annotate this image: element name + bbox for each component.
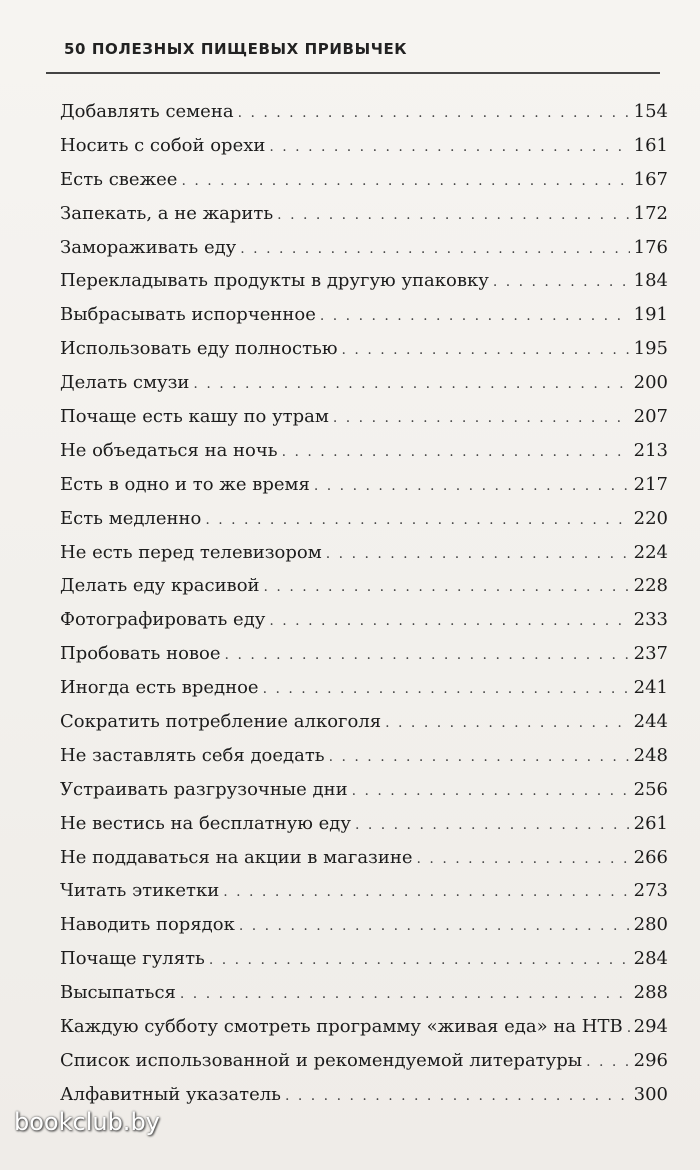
toc-entry bbox=[60, 1010, 668, 1044]
running-title: 50 ПОЛЕЗНЫХ ПИЩЕВЫХ ПРИВЫЧЕК bbox=[64, 40, 408, 58]
toc-entry-page: 284 bbox=[633, 948, 668, 970]
toc-entry bbox=[60, 1044, 668, 1078]
toc-entry-title: Замораживать еду bbox=[60, 236, 237, 258]
toc-entry bbox=[60, 163, 668, 197]
dot-leader bbox=[326, 538, 630, 572]
toc-entry bbox=[60, 637, 668, 671]
toc-entry-page: 241 bbox=[633, 677, 668, 699]
dot-leader bbox=[627, 1012, 630, 1046]
toc-entry bbox=[60, 502, 668, 536]
dot-leader bbox=[269, 605, 629, 639]
toc-entry bbox=[60, 95, 668, 129]
toc-entry-page: 207 bbox=[633, 406, 668, 428]
toc-entry bbox=[60, 332, 668, 366]
toc-entry-title: Добавлять семена bbox=[60, 101, 234, 122]
dot-leader bbox=[586, 1046, 630, 1080]
toc-entry-page: 280 bbox=[633, 914, 668, 936]
toc-entry bbox=[60, 908, 668, 942]
toc-entry-page: 273 bbox=[633, 880, 668, 902]
toc-entry-page: 261 bbox=[633, 812, 668, 834]
toc-entry-page: 217 bbox=[633, 473, 668, 495]
toc-entry-page: 266 bbox=[633, 846, 668, 868]
toc-entry-page: 161 bbox=[633, 134, 668, 156]
dot-leader bbox=[238, 97, 630, 131]
dot-leader bbox=[329, 741, 630, 775]
toc-entry bbox=[60, 976, 668, 1010]
toc-entry-title: Читать этикетки bbox=[60, 880, 220, 902]
toc-entry-page: 294 bbox=[633, 1016, 668, 1038]
toc-entry-page: 213 bbox=[633, 439, 668, 461]
toc-entry-title: Не есть перед телевизором bbox=[60, 541, 322, 563]
toc-entry bbox=[60, 197, 668, 231]
dot-leader bbox=[205, 504, 629, 538]
toc-entry-title: Делать смузи bbox=[60, 372, 190, 394]
table-of-contents bbox=[60, 95, 668, 1112]
toc-entry-page: 220 bbox=[633, 507, 668, 529]
toc-entry-title: Есть в одно и то же время bbox=[60, 473, 310, 495]
toc-entry bbox=[60, 807, 668, 841]
dot-leader bbox=[223, 876, 629, 910]
toc-entry-page: 195 bbox=[633, 338, 668, 360]
header-rule bbox=[46, 72, 660, 74]
toc-entry bbox=[60, 298, 668, 332]
dot-leader bbox=[493, 266, 630, 300]
toc-entry-title: Иногда есть вредное bbox=[60, 677, 259, 699]
toc-entry bbox=[60, 366, 668, 400]
toc-entry-page: 184 bbox=[633, 270, 668, 292]
toc-entry bbox=[60, 231, 668, 265]
toc-entry-title: Высыпаться bbox=[60, 982, 176, 1004]
dot-leader bbox=[285, 1080, 630, 1114]
toc-entry-title: Есть свежее bbox=[60, 168, 178, 190]
toc-entry bbox=[60, 1078, 668, 1112]
toc-entry-title: Наводить порядок bbox=[60, 914, 235, 936]
dot-leader bbox=[355, 809, 630, 843]
toc-entry-title: Запекать, а не жарить bbox=[60, 202, 274, 224]
dot-leader bbox=[417, 843, 630, 877]
toc-entry-title: Перекладывать продукты в другую упаковку bbox=[60, 270, 489, 292]
dot-leader bbox=[385, 707, 630, 741]
toc-entry bbox=[60, 468, 668, 502]
dot-leader bbox=[333, 402, 630, 436]
toc-entry bbox=[60, 705, 668, 739]
toc-entry-page: 176 bbox=[633, 236, 668, 258]
dot-leader bbox=[342, 334, 630, 368]
toc-entry-title: Список использованной и рекомендуемой литературы bbox=[60, 1049, 583, 1071]
toc-entry bbox=[60, 841, 668, 875]
toc-entry-page: 200 bbox=[633, 372, 668, 394]
toc-entry-page: 244 bbox=[633, 711, 668, 733]
dot-leader bbox=[282, 436, 630, 470]
toc-entry-page: 224 bbox=[633, 541, 668, 563]
dot-leader bbox=[277, 199, 629, 233]
toc-entry-title: Не заставлять себя доедать bbox=[60, 744, 325, 766]
toc-entry-page: 167 bbox=[633, 168, 668, 190]
toc-entry-page: 228 bbox=[633, 575, 668, 597]
toc-entry bbox=[60, 264, 668, 298]
dot-leader bbox=[263, 673, 630, 707]
toc-entry bbox=[60, 603, 668, 637]
dot-leader bbox=[181, 165, 629, 199]
site-watermark: bookclub.by bbox=[14, 1108, 160, 1136]
toc-entry-title: Носить с собой орехи bbox=[60, 134, 266, 156]
toc-entry-title: Алфавитный указатель bbox=[60, 1083, 281, 1105]
toc-entry-title: Пробовать новое bbox=[60, 643, 221, 665]
toc-entry-title: Почаще гулять bbox=[60, 948, 205, 970]
toc-entry bbox=[60, 739, 668, 773]
toc-entry-title: Не объедаться на ночь bbox=[60, 439, 278, 461]
toc-entry bbox=[60, 400, 668, 434]
toc-entry bbox=[60, 536, 668, 570]
toc-entry-page: 296 bbox=[633, 1049, 668, 1071]
toc-entry bbox=[60, 434, 668, 468]
dot-leader bbox=[320, 300, 630, 334]
toc-entry-title: Почаще есть кашу по утрам bbox=[60, 406, 329, 428]
toc-entry-title: Сократить потребление алкоголя bbox=[60, 711, 382, 733]
dot-leader bbox=[193, 368, 629, 402]
toc-entry-title: Использовать еду полностью bbox=[60, 338, 338, 360]
dot-leader bbox=[180, 978, 630, 1012]
toc-entry-page: 154 bbox=[633, 101, 668, 122]
dot-leader bbox=[314, 470, 630, 504]
toc-entry-title: Есть медленно bbox=[60, 507, 202, 529]
toc-entry-page: 288 bbox=[633, 982, 668, 1004]
toc-entry bbox=[60, 942, 668, 976]
toc-entry bbox=[60, 129, 668, 163]
dot-leader bbox=[269, 131, 629, 165]
toc-entry-page: 300 bbox=[633, 1083, 668, 1105]
toc-entry-page: 191 bbox=[633, 304, 668, 326]
toc-entry bbox=[60, 569, 668, 603]
toc-entry-page: 233 bbox=[633, 609, 668, 631]
dot-leader bbox=[225, 639, 630, 673]
toc-entry-title: Каждую субботу смотреть программу «живая еда» на НТВ bbox=[60, 1016, 623, 1038]
toc-entry-page: 248 bbox=[633, 744, 668, 766]
dot-leader bbox=[239, 910, 630, 944]
toc-entry bbox=[60, 773, 668, 807]
toc-entry-title: Выбрасывать испорченное bbox=[60, 304, 316, 326]
toc-entry-page: 256 bbox=[633, 778, 668, 800]
dot-leader bbox=[264, 571, 630, 605]
dot-leader bbox=[352, 775, 630, 809]
toc-entry-title: Делать еду красивой bbox=[60, 575, 260, 597]
toc-entry-title: Фотографировать еду bbox=[60, 609, 266, 631]
toc-entry bbox=[60, 874, 668, 908]
toc-entry-page: 172 bbox=[633, 202, 668, 224]
toc-entry-title: Не поддаваться на акции в магазине bbox=[60, 846, 413, 868]
toc-entry-title: Не вестись на бесплатную еду bbox=[60, 812, 351, 834]
toc-entry-title: Устраивать разгрузочные дни bbox=[60, 778, 348, 800]
toc-entry bbox=[60, 671, 668, 705]
dot-leader bbox=[209, 944, 630, 978]
toc-entry-page: 237 bbox=[633, 643, 668, 665]
dot-leader bbox=[240, 233, 629, 267]
